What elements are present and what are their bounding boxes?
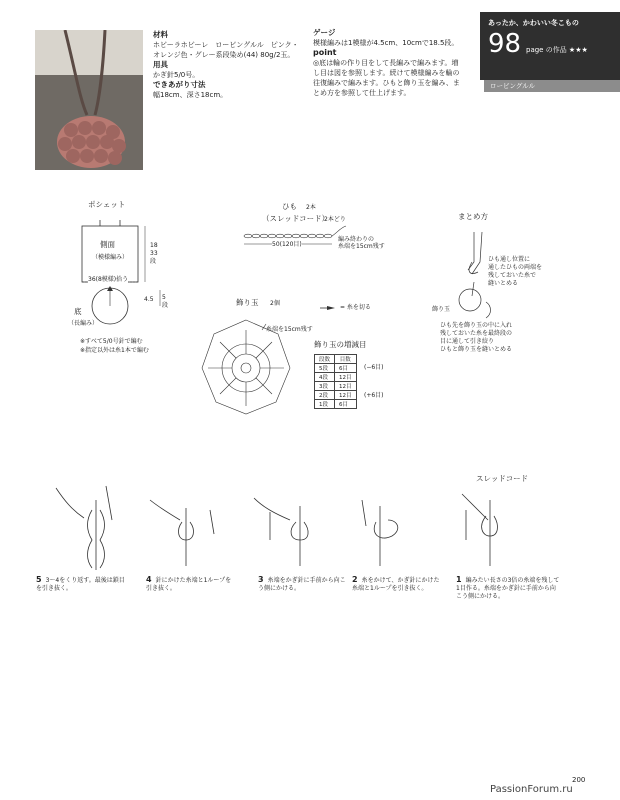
table-cell: 12目 <box>335 382 357 391</box>
step-text: 3〜4をくり返す。最後は鎖目を引き抜く。 <box>36 577 125 592</box>
finishing-title: まとめ方 <box>458 212 488 221</box>
step-number: 3 <box>258 575 264 584</box>
chapter-tagline: あったか、かわいい冬こもの <box>488 19 579 27</box>
step-text: 糸端をかぎ針に手前から向こう側にかける。 <box>258 577 346 592</box>
depth-2: 5 <box>162 294 166 301</box>
table-header-rows: 段数 <box>315 355 335 364</box>
cord-length: 50(120目) <box>272 241 302 248</box>
height-2: 33 <box>150 250 158 257</box>
height-3: 段 <box>150 258 157 265</box>
thread-step-5 <box>36 576 126 593</box>
material-heading: 材料 <box>153 30 168 39</box>
depth-3: 段 <box>162 302 169 309</box>
width-label: 36(8模様)拾う <box>88 276 129 283</box>
yarn-label: ロービングルル <box>484 80 620 92</box>
step-text: 糸をかけて、かぎ針にかけた糸端と1ループを引き抜く。 <box>352 577 440 592</box>
table-cell: 12目 <box>335 373 357 382</box>
material-text: ホビーラホビーレ ロービングルル ピンク・オレンジ色・グレー系段染め(44) 80g/2玉。 <box>153 41 299 59</box>
ball-cut-note: = 糸を切る <box>340 304 371 311</box>
note-a-4: 縫いとめる <box>488 280 519 287</box>
ball-count: 2個 <box>270 300 280 307</box>
cord-end-note-2: 糸端を15cm残す <box>338 243 385 250</box>
step-text: 針にかけた糸端と1ループを引き抜く。 <box>146 577 232 592</box>
ball-table-title: 飾り玉の増減目 <box>314 340 367 349</box>
step-number: 1 <box>456 575 462 584</box>
inc-note: (+6目) <box>364 392 384 399</box>
step-text: 編みたい長さの3倍の糸端を残して1目作る。糸端をかぎ針に手前から向こう側にかける。 <box>456 577 560 600</box>
table-header-stitches: 目数 <box>335 355 357 364</box>
note-b-3: 目に通して引き絞り <box>440 338 495 345</box>
thread-step-4 <box>146 576 234 593</box>
note-b-4: ひもと飾り玉を縫いとめる <box>440 346 513 353</box>
note-a-2: 通したひもの両端を <box>488 264 543 271</box>
note-a-3: 残しておいた糸で <box>488 272 537 279</box>
ball-title: 飾り玉 <box>236 298 259 307</box>
cord-title: ひも <box>282 202 297 211</box>
thread-step-2 <box>352 576 444 593</box>
side-sub: （模様編み） <box>92 254 129 261</box>
point-heading: point <box>313 48 337 57</box>
thread-step-1 <box>456 576 560 601</box>
chapter-page-number: 98 <box>488 29 522 59</box>
dec-note: (−6目) <box>364 364 384 371</box>
table-cell: 4段 <box>315 373 335 382</box>
page-number: 200 <box>572 776 586 784</box>
bottom-sub: （長編み） <box>68 320 99 327</box>
size-heading: できあがり寸法 <box>153 80 206 89</box>
table-cell: 2段 <box>315 391 335 400</box>
note-a-1: ひも通し位置に <box>488 256 531 263</box>
step-number: 5 <box>36 575 42 584</box>
table-cell: 5段 <box>315 364 335 373</box>
ball-yarn-note: 糸端を15cm残す <box>266 326 313 333</box>
note-1: ※すべて5/0号針で編む <box>80 338 143 345</box>
side-label: 側面 <box>100 240 115 249</box>
point-text: ◎底は輪の作り目をして長編みで編みます。増し目は図を参照します。続けて模様編みを輪の往復編みで編みます。ひもと飾り玉を編み、まとめ方を参照して仕上げます。 <box>313 59 460 97</box>
pochette-title: ポシェット <box>88 200 126 209</box>
chapter-page-suffix: page の作品 ★★★ <box>526 46 588 54</box>
table-cell: 3段 <box>315 382 335 391</box>
gauge-heading: ゲージ <box>313 28 336 37</box>
note-b-2: 残しておいた糸を最終段の <box>440 330 513 337</box>
table-cell: 12目 <box>335 391 357 400</box>
table-cell: 1段 <box>315 400 335 409</box>
step-number: 4 <box>146 575 152 584</box>
bottom-label: 底 <box>74 307 82 316</box>
note-b-1: ひも先を飾り玉の中に入れ <box>440 322 513 329</box>
watermark: PassionForum.ru <box>490 784 573 795</box>
gauge-text: 模様編みは1模様が4.5cm、10cmで18.5段。 <box>313 39 459 47</box>
table-cell: 6目 <box>335 400 357 409</box>
depth-1: 4.5 <box>144 296 154 303</box>
finishing-ball-label: 飾り玉 <box>432 306 451 313</box>
cord-sub-count: 2本どり <box>324 216 346 223</box>
height-1: 18 <box>150 242 158 249</box>
thread-cord-title: スレッドコード <box>476 474 529 483</box>
tools-text: かぎ針5/0号。 <box>153 71 200 79</box>
step-number: 2 <box>352 575 358 584</box>
thread-step-3 <box>258 576 346 593</box>
cord-end-note-1: 編み終わりの <box>338 236 375 243</box>
size-text: 幅18cm、深さ18cm。 <box>153 91 228 99</box>
cord-sub: （スレッドコード） <box>262 214 330 223</box>
tools-heading: 用具 <box>153 60 168 69</box>
cord-count: 2本 <box>306 204 316 211</box>
table-cell: 6目 <box>335 364 357 373</box>
note-2: ※指定以外は糸1本で編む <box>80 347 149 354</box>
